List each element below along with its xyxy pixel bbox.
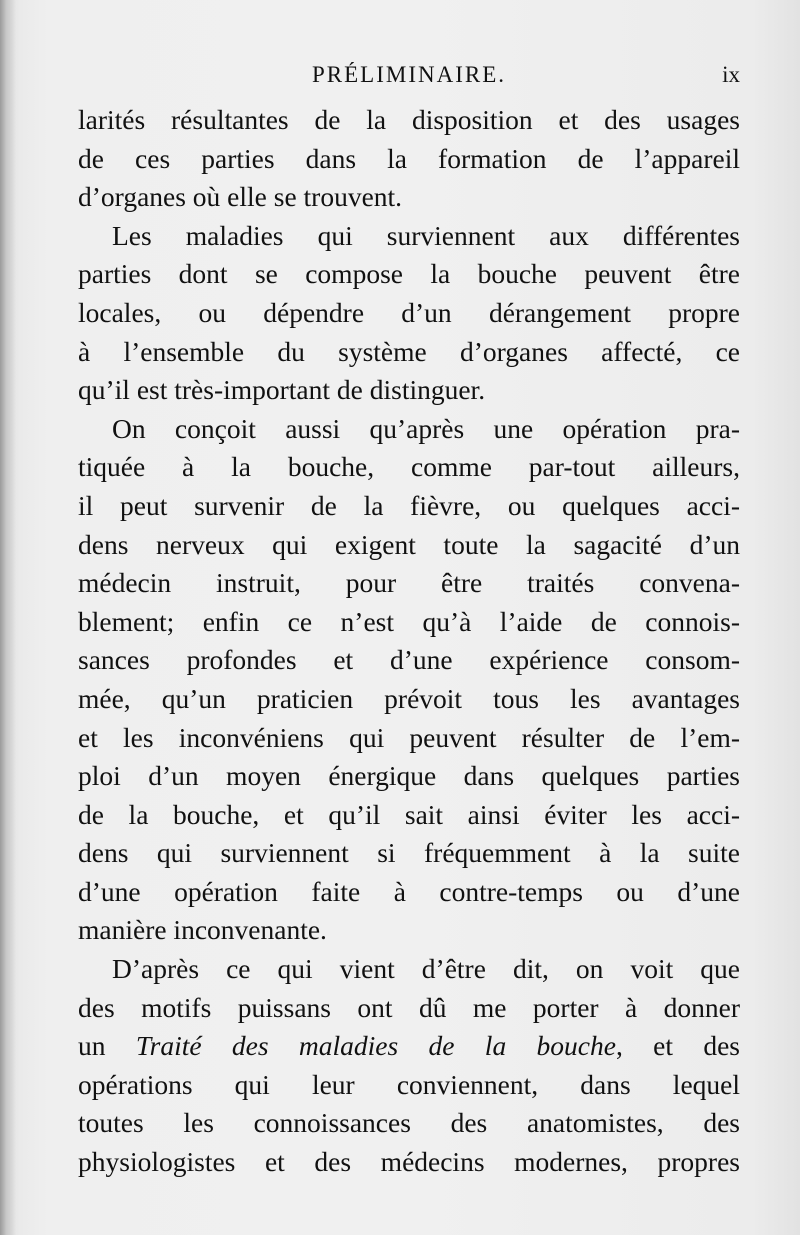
page-header	[78, 62, 740, 98]
text-line: d’organes où elle se trouvent.	[78, 181, 403, 213]
text-line: qu’il est très-important de distinguer.	[78, 374, 486, 406]
text-fragment: un	[78, 1030, 136, 1062]
text-line: de la bouche, et qu’il sait ainsi éviter les acci-	[78, 798, 740, 830]
text-line: et les inconvéniens qui peuvent résulter de l’em-	[78, 721, 740, 753]
text-line: larités résultantes de la disposition et des usages	[78, 104, 740, 135]
paragraph-1	[78, 101, 740, 217]
body-text	[78, 101, 740, 1182]
text-fragment: , et des	[615, 1030, 740, 1062]
text-line: dens nerveux qui exigent toute la sagacité d’un	[78, 528, 740, 560]
text-line: D’après ce qui vient d’être dit, on voit que	[112, 953, 740, 985]
text-line: des motifs puissans ont dû me porter à donner	[78, 991, 740, 1023]
text-line: blement; enfin ce n’est qu’à l’aide de connois-	[78, 605, 740, 637]
text-line: médecin instruit, pour être traités convena-	[78, 567, 740, 599]
text-line: tiquée à la bouche, comme par-tout ailleurs,	[78, 451, 740, 483]
text-line: ploi d’un moyen énergique dans quelques parties	[78, 760, 740, 792]
text-line-with-title	[78, 1027, 740, 1066]
text-line: On conçoit aussi qu’après une opération pra-	[112, 412, 740, 444]
text-line: il peut survenir de la fièvre, ou quelques acci-	[78, 489, 740, 521]
text-line: parties dont se compose la bouche peuvent être	[78, 258, 740, 290]
paragraph-4	[78, 950, 740, 1182]
binding-shadow	[0, 0, 16, 1235]
text-line: mée, qu’un praticien prévoit tous les avantages	[78, 682, 740, 714]
text-line: sances profondes et d’une expérience consom-	[78, 644, 740, 676]
text-line: Les maladies qui surviennent aux différentes	[112, 219, 740, 251]
text-line: à l’ensemble du système d’organes affecté, ce	[78, 335, 740, 367]
page-number: ix	[722, 62, 740, 87]
text-line: physiologistes et des médecins modernes, propres	[78, 1146, 740, 1178]
text-line: manière inconvenante.	[78, 914, 327, 946]
running-title: PRÉLIMINAIRE.	[311, 62, 507, 87]
paragraph-3	[78, 410, 740, 950]
text-line: d’une opération faite à contre-temps ou d’une	[78, 875, 740, 907]
paragraph-2	[78, 217, 740, 410]
text-line: opérations qui leur conviennent, dans lequel	[78, 1068, 740, 1100]
text-line: locales, ou dépendre d’un dérangement propre	[78, 296, 740, 328]
text-line: de ces parties dans la formation de l’appareil	[78, 142, 740, 174]
text-line: dens qui surviennent si fréquemment à la suite	[78, 837, 740, 869]
text-line: toutes les connoissances des anatomistes, des	[78, 1107, 740, 1139]
book-title: Traité des maladies de la bouche	[135, 1030, 616, 1062]
